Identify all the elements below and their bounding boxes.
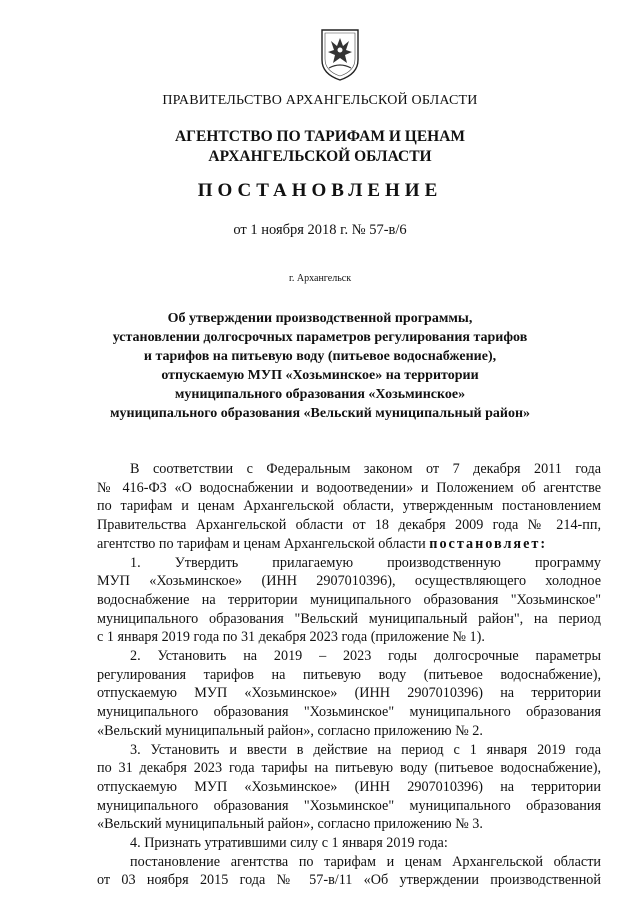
body-line: от 03 ноября 2015 года № 57-в/11 «Об утверждении производственной bbox=[97, 872, 601, 889]
document-subject bbox=[0, 309, 640, 423]
body-line: муниципального образования "Хозьминское" муниципального образования bbox=[97, 704, 601, 721]
subject-line: муниципального образования «Хозьминское» bbox=[174, 387, 466, 402]
subject-line: и тарифов на питьевую воду (питьевое водоснабжение), bbox=[143, 349, 497, 364]
body-line: МУП «Хозьминское» (ИНН 2907010396), осуществляющего холодное bbox=[97, 573, 601, 590]
body-line: отпускаемую МУП «Хозьминское» (ИНН 2907010396) на территории bbox=[97, 778, 601, 795]
body-line: по тарифам и ценам Архангельской области, утвержденным постановлением bbox=[97, 498, 601, 515]
subject-line: Об утверждении производственной программы, bbox=[167, 311, 473, 326]
subject-line: муниципального образования «Вельский муниципальный район» bbox=[109, 406, 531, 421]
body-line: «Вельский муниципальный район», согласно приложению № 2. bbox=[97, 722, 483, 739]
body-line: муниципального образования "Вельский муниципальный район", на период bbox=[97, 610, 601, 627]
body-line: Правительства Архангельской области от 18 декабря 2009 года № 214-пп, bbox=[97, 517, 601, 534]
document-city: г. Архангельск bbox=[288, 273, 352, 284]
body-line: постановление агентства по тарифам и ценам Архангельской области bbox=[130, 853, 601, 870]
body-line: 3. Установить и ввести в действие на период с 1 января 2019 года bbox=[130, 741, 601, 758]
body-line: 4. Признать утратившими силу с 1 января 2019 года: bbox=[130, 835, 448, 852]
subject-line: отпускаемую МУП «Хозьминское» на территории bbox=[161, 368, 479, 383]
government-name: ПРАВИТЕЛЬСТВО АРХАНГЕЛЬСКОЙ ОБЛАСТИ bbox=[162, 93, 478, 108]
body-line: № 416-ФЗ «О водоснабжении и водоотведении» и Положением об агентстве bbox=[97, 479, 601, 496]
body-line: с 1 января 2019 года по 31 декабря 2023 года (приложение № 1). bbox=[97, 629, 485, 646]
body-line: по 31 декабря 2023 года тарифы на питьевую воду (питьевое водоснабжение), bbox=[97, 760, 601, 777]
decree-word: постановляет: bbox=[429, 535, 548, 552]
body-line: 1. Утвердить прилагаемую производственную программу bbox=[130, 554, 601, 571]
body-line: «Вельский муниципальный район», согласно приложению № 3. bbox=[97, 816, 483, 833]
body-line-text: агентство по тарифам и ценам Архангельской области bbox=[97, 535, 426, 552]
body-line: 2. Установить на 2019 – 2023 годы долгосрочные параметры bbox=[130, 648, 601, 665]
document-body bbox=[97, 460, 601, 890]
coat-of-arms-emblem bbox=[319, 26, 361, 82]
subject-line: установлении долгосрочных параметров регулирования тарифов bbox=[112, 330, 528, 345]
agency-name bbox=[0, 127, 640, 167]
body-line: В соответствии с Федеральным законом от 7 декабря 2011 года bbox=[130, 461, 601, 477]
agency-name-line-1: АГЕНТСТВО ПО ТАРИФАМ И ЦЕНАМ bbox=[174, 128, 466, 145]
body-line: отпускаемую МУП «Хозьминское» (ИНН 2907010396) на территории bbox=[97, 685, 601, 702]
body-line: водоснабжение на территории муниципального образования "Хозьминское" bbox=[97, 591, 601, 608]
body-line: муниципального образования "Хозьминское" муниципального образования bbox=[97, 797, 601, 814]
document-date-number: от 1 ноября 2018 г. № 57-в/6 bbox=[233, 222, 407, 238]
document-type-title: ПОСТАНОВЛЕНИЕ bbox=[197, 180, 443, 201]
body-line: регулирования тарифов на питьевую воду (питьевое водоснабжение), bbox=[97, 666, 601, 683]
agency-name-line-2: АРХАНГЕЛЬСКОЙ ОБЛАСТИ bbox=[208, 148, 432, 165]
body-line bbox=[97, 535, 601, 554]
